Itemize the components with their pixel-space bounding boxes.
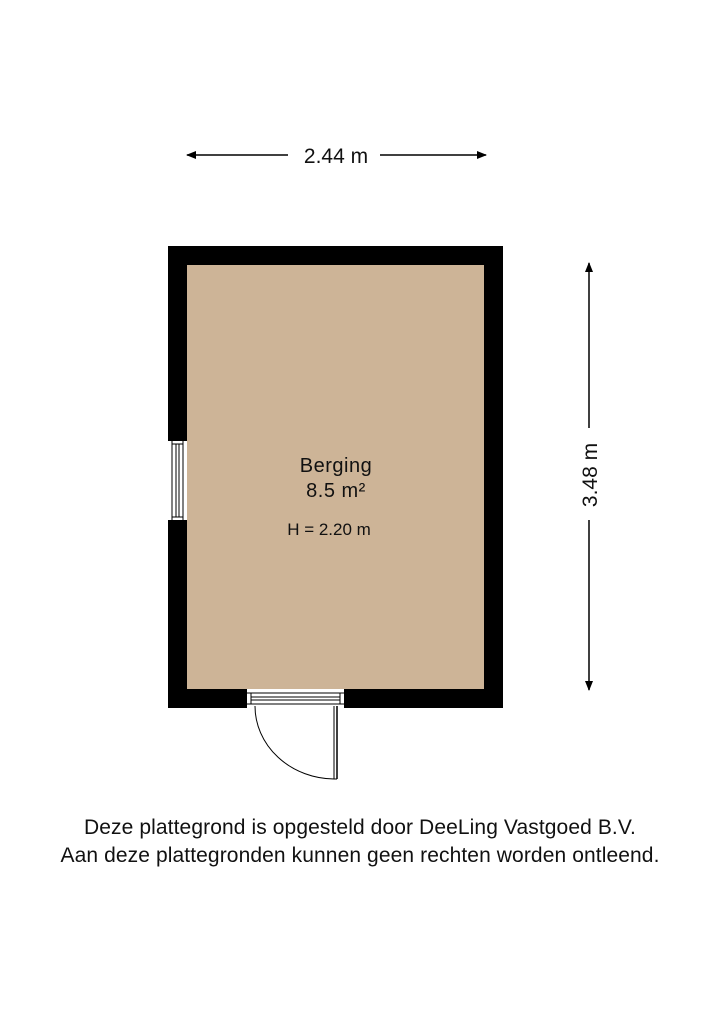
- door-opening: [247, 689, 344, 708]
- door-swing-arc: [255, 706, 334, 779]
- room-floor: [187, 265, 484, 689]
- height-dimension: [579, 263, 602, 690]
- window-opening: [168, 441, 187, 520]
- room-berging: [168, 246, 503, 779]
- room-area: 8.5 m²: [306, 480, 366, 502]
- room-name: Berging: [299, 455, 373, 477]
- width-dimension: [187, 145, 486, 168]
- room-ceiling-height: H = 2.20 m: [287, 520, 371, 539]
- disclaimer-line-1: Deze plattegrond is opgesteld door DeeLing Vastgoed B.V.: [84, 816, 636, 839]
- width-dimension-label: 2.44 m: [303, 145, 369, 168]
- disclaimer-line-2: Aan deze plattegronden kunnen geen rechten worden ontleend.: [60, 844, 660, 867]
- height-dimension-label: 3.48 m: [579, 442, 602, 508]
